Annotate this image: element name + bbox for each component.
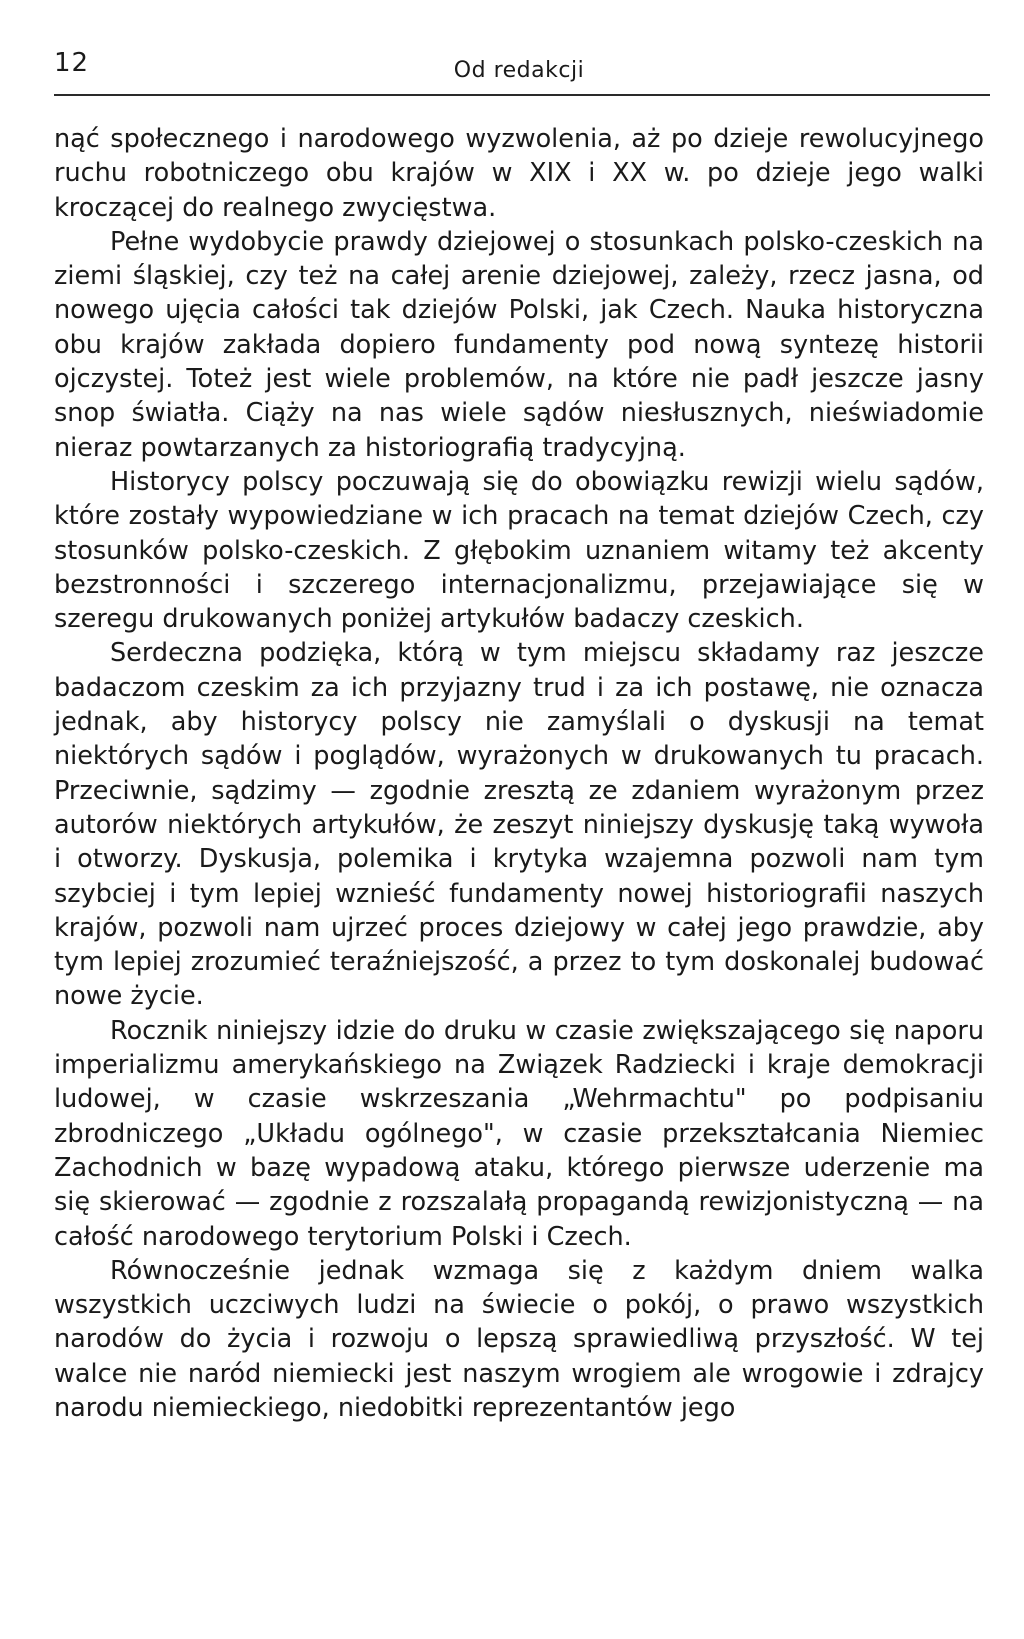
paragraph: Pełne wydobycie prawdy dziejowej o stosunkach polsko-czeskich na ziemi śląskiej, czy też na całej arenie dziejowej, zależy, rzecz jasna, od nowego ujęcia całości tak dziejów Polski, jak Czech. Nauka historyczna obu krajów zakłada dopiero fundamenty pod nową syntezę historii ojczystej. Toteż jest wiele problemów, na które nie padł jeszcze jasny snop światła. Ciąży na nas wiele sądów niesłusznych, nieświadomie nieraz powtarzanych za historiografią tradycyjną. (54, 226, 984, 463)
body-text (54, 122, 984, 1425)
paragraph: Rocznik niniejszy idzie do druku w czasie zwiększającego się naporu imperializmu amerykańskiego na Związek Radziecki i kraje demokracji ludowej, w czasie wskrzeszania „Wehrmachtu" po podpisaniu zbrodniczego „Układu ogólnego", w czasie przekształcania Niemiec Zachodnich w bazę wypadową ataku, którego pierwsze uderzenie ma się skierować — zgodnie z rozszalałą propagandą rewizjonistyczną — na całość narodowego terytorium Polski i Czech. (54, 1015, 984, 1252)
page-header (54, 48, 984, 92)
paragraph: Historycy polscy poczuwają się do obowiązku rewizji wielu sądów, które zostały wypowiedziane w ich pracach na temat dziejów Czech, czy stosunków polsko-czeskich. Z głębokim uznaniem witamy też akcenty bezstronności i szczerego internacjonalizmu, przejawiające się w szeregu drukowanych poniżej artykułów badaczy czeskich. (54, 466, 984, 635)
page-number: 12 (54, 48, 90, 78)
paragraph-last: Równocześnie jednak wzmaga się z każdym dniem walka wszystkich uczciwych ludzi na świecie o pokój, o prawo wszystkich narodów do życia i rozwoju o lepszą sprawiedliwą przyszłość. W tej walce nie naród niemiecki jest naszym wrogiem ale wrogowie i zdrajcy narodu niemieckiego, niedobitki reprezentantów jego (54, 1255, 984, 1423)
paragraph: Serdeczna podzięka, którą w tym miejscu składamy raz jeszcze badaczom czeskim za ich przyjazny trud i za ich postawę, nie oznacza jednak, aby historycy polscy nie zamyślali o dyskusji na temat niektórych sądów i poglądów, wyrażonych w drukowanych tu pracach. Przeciwnie, sądzimy — zgodnie zresztą ze zdaniem wyrażonym przez autorów niektórych artykułów, że zeszyt niniejszy dyskusję taką wywoła i otworzy. Dyskusja, polemika i krytyka wzajemna pozwoli nam tym szybciej i tym lepiej wznieść fundamenty nowej historiografii naszych krajów, pozwoli nam ujrzeć proces dziejowy w całej jego prawdzie, aby tym lepiej zrozumieć teraźniejszość, a przez to tym doskonalej budować nowe życie. (54, 638, 984, 1012)
paragraph-continued: nąć społecznego i narodowego wyzwolenia, aż po dzieje rewolucyjnego ruchu robotniczego obu krajów w XIX i XX w. po dzieje jego walki kroczącej do realnego zwycięstwa. (54, 124, 984, 223)
document-page (54, 48, 984, 1423)
header-rule (54, 94, 990, 96)
running-head: Od redakcji (453, 58, 585, 83)
